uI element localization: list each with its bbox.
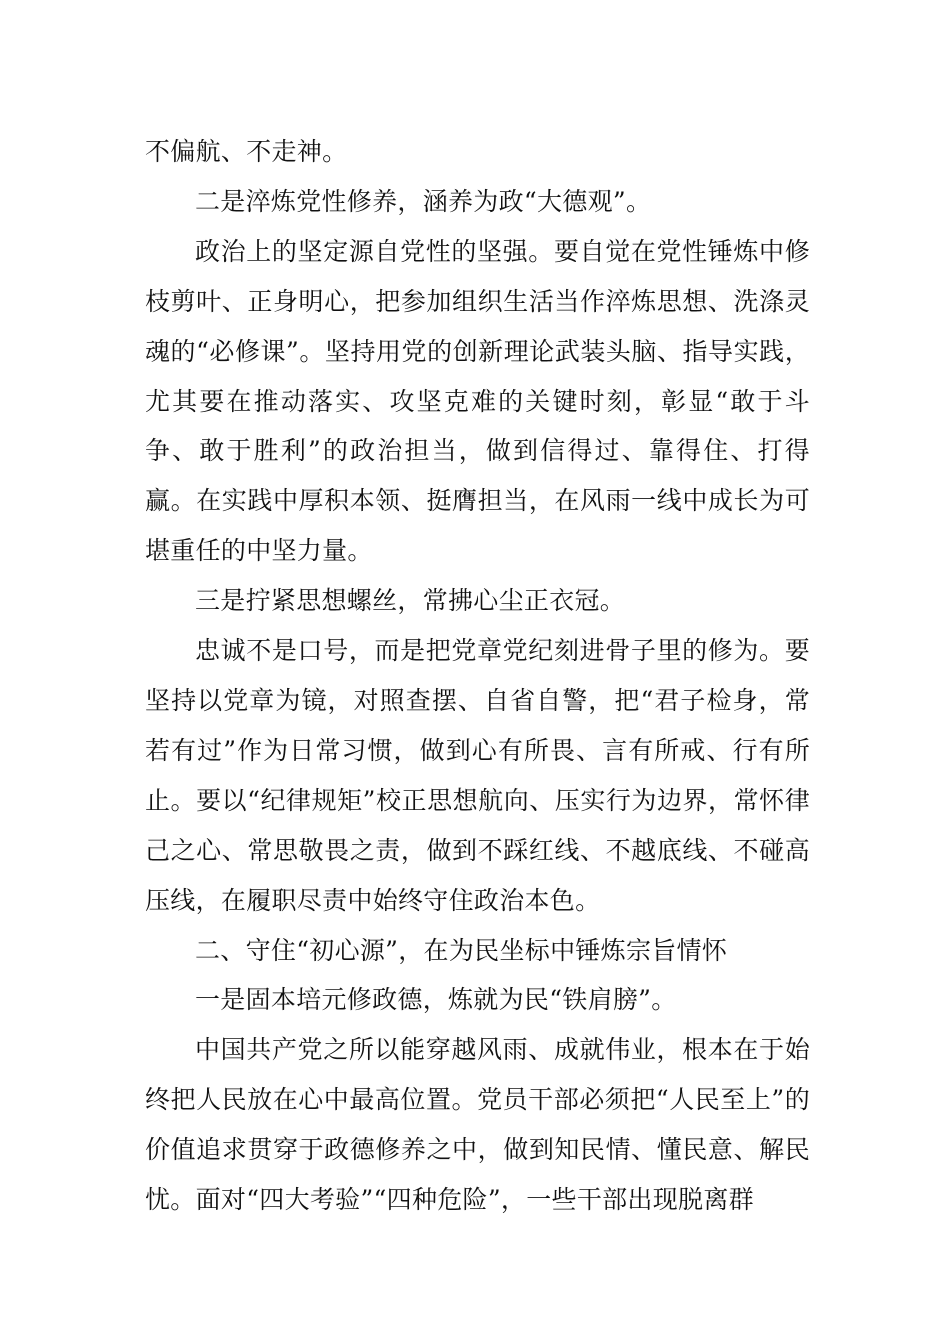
paragraph-continuation: 不偏航、不走神。 [145,137,348,166]
paragraph-people-first: 中国共产党之所以能穿越风雨、成就伟业，根本在于始终把人民放在心中最高位置。党员干部必须把“人民至上”的价值追求贯穿于政德修养之中，做到知民情、懂民意、解民忧。面对“四大考验”“四种危险”，一些干部出现脱离群 [145,1035,810,1215]
paragraph-party-spirit: 政治上的坚定源自党性的坚强。要自觉在党性锤炼中修枝剪叶、正身明心，把参加组织生活当作淬炼思想、洗涤灵魂的“必修课”。坚持用党的创新理论武装头脑、指导实践，尤其要在推动落实、攻坚克难的关键时刻，彰显“敢于斗争、敢于胜利”的政治担当，做到信得过、靠得住、打得赢。在实践中厚积本领、挺膺担当，在风雨一线中成长为可堪重任的中坚力量。 [145,236,810,566]
subheading-2: 二是淬炼党性修养，涵养为政“大德观”。 [195,186,652,216]
document-body [145,127,810,1225]
section-heading-2: 二、守住“初心源”，在为民坐标中锤炼宗旨情怀 [195,935,728,965]
subheading-1: 一是固本培元修政德，炼就为民“铁肩膀”。 [195,985,677,1015]
paragraph-loyalty: 忠诚不是口号，而是把党章党纪刻进骨子里的修为。要坚持以党章为镜，对照查摆、自省自警，把“君子检身，常若有过”作为日常习惯，做到心有所畏、言有所戒、行有所止。要以“纪律规矩”校正思想航向、压实行为边界，常怀律己之心、常思敬畏之责，做到不踩红线、不越底线、不碰高压线，在履职尽责中始终守住政治本色。 [145,636,810,915]
subheading-3: 三是拧紧思想螺丝，常拂心尘正衣冠。 [195,586,626,616]
